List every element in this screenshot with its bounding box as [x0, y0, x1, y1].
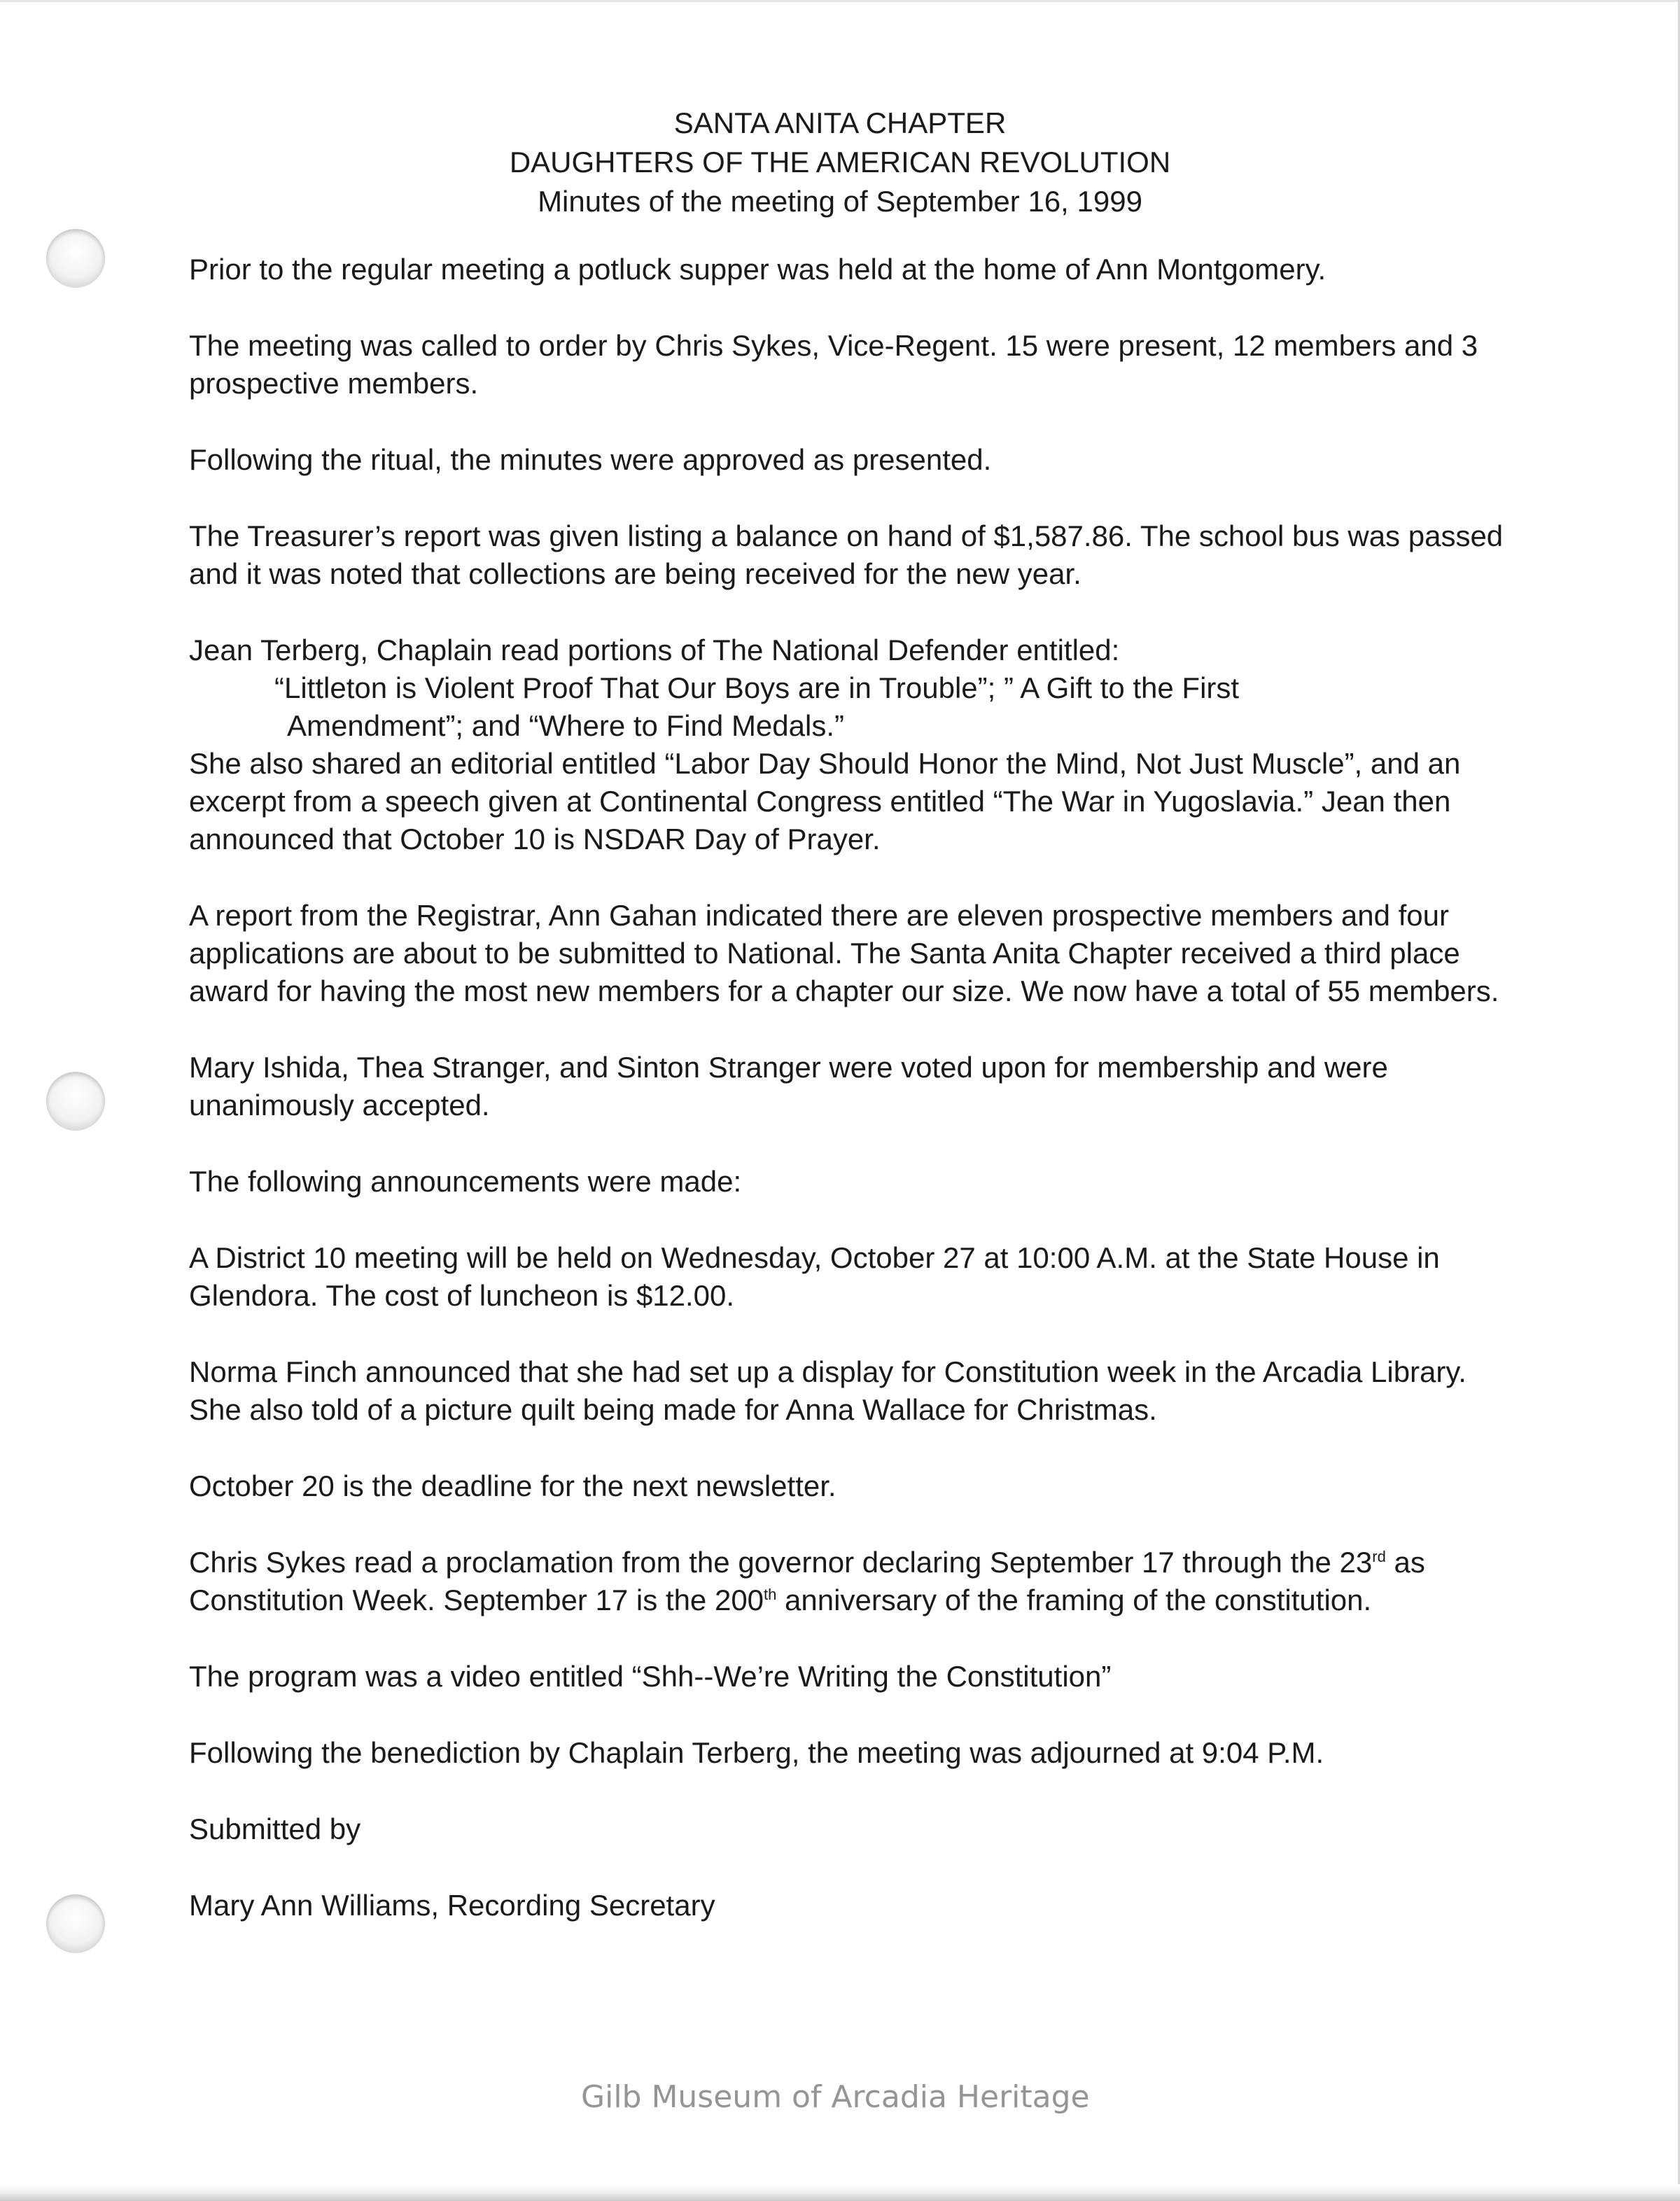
punch-hole-middle — [46, 1072, 105, 1131]
paragraph-newsletter-deadline: October 20 is the deadline for the next newsletter. — [189, 1469, 836, 1502]
paragraph-program: The program was a video entitled “Shh--We’re Writing the Constitution” — [189, 1660, 1112, 1693]
paragraph-proclamation — [189, 1544, 1505, 1619]
punch-hole-top — [46, 229, 105, 288]
proclamation-text-b: as Constitution Week. September 17 is the 200 — [189, 1546, 1425, 1616]
superscript-th: th — [764, 1586, 777, 1603]
proclamation-text-a: Chris Sykes read a proclamation from the governor declaring September 17 through the 23 — [189, 1546, 1373, 1579]
paragraph-district-meeting: A District 10 meeting will be held on Wednesday, October 27 at 10:00 A.M. at the State House in Glendora. The cost of luncheon is $12.00. — [189, 1241, 1440, 1312]
meeting-date-line: Minutes of the meeting of September 16, 1999 — [538, 185, 1142, 218]
organization-name: DAUGHTERS OF THE AMERICAN REVOLUTION — [509, 146, 1171, 179]
paragraph-constitution-display: Norma Finch announced that she had set up a display for Constitution week in the Arcadia Library. She also told of a picture quilt being made for Anna Wallace for Christmas. — [189, 1355, 1466, 1426]
chapter-name: SANTA ANITA CHAPTER — [673, 106, 1007, 139]
paragraph-treasurer-report: The Treasurer’s report was given listing a balance on hand of $1,587.86. The school bus was passed and it was noted that collections are being received for the new year. — [189, 519, 1504, 590]
chaplain-editorial: She also shared an editorial entitled “Labor Day Should Honor the Mind, Not Just Muscle”, and an excerpt from a speech given at Continental Congress entitled “The War in Yugoslavia.” Jean then announced that October 10 is NSDAR Day of Prayer. — [189, 747, 1461, 855]
paragraph-call-to-order: The meeting was called to order by Chris Sykes, Vice-Regent. 15 were present, 12 members and 3 prospective members. — [189, 329, 1478, 400]
quote-line-2: Amendment”; and “Where to Find Medals.” — [287, 709, 844, 742]
submitted-by-label: Submitted by — [189, 1812, 361, 1845]
minutes-body — [189, 251, 1505, 1963]
superscript-rd: rd — [1372, 1548, 1386, 1565]
secretary-name: Mary Ann Williams, Recording Secretary — [189, 1889, 715, 1922]
paragraph-announcements-intro: The following announcements were made: — [189, 1165, 742, 1198]
document-header — [0, 104, 1680, 221]
museum-watermark: Gilb Museum of Arcadia Heritage — [581, 2079, 1090, 2115]
page-edge-bottom — [0, 2184, 1680, 2201]
chaplain-quote-titles — [189, 669, 1505, 745]
paragraph-membership-vote: Mary Ishida, Thea Stranger, and Sinton Stranger were voted upon for membership and were unanimously accepted. — [189, 1051, 1388, 1122]
page-edge-top — [0, 0, 1680, 2]
punch-hole-bottom — [46, 1894, 105, 1953]
quote-line-1: “Littleton is Violent Proof That Our Boys are in Trouble”; ” A Gift to the First — [274, 671, 1240, 704]
chaplain-intro: Jean Terberg, Chaplain read portions of The National Defender entitled: — [189, 634, 1120, 666]
paragraph-registrar-report: A report from the Registrar, Ann Gahan indicated there are eleven prospective members and four applications are about to be submitted to National. The Santa Anita Chapter received a third place award for having the most new members for a chapter our size. We now have a total of 55 members. — [189, 899, 1499, 1007]
paragraph-potluck: Prior to the regular meeting a potluck supper was held at the home of Ann Montgomery. — [189, 253, 1326, 286]
paragraph-chaplain — [189, 631, 1505, 858]
paragraph-ritual: Following the ritual, the minutes were approved as presented. — [189, 443, 992, 476]
paragraph-adjournment: Following the benediction by Chaplain Terberg, the meeting was adjourned at 9:04 P.M. — [189, 1736, 1324, 1769]
signature-block — [189, 1810, 1505, 1924]
proclamation-text-c: anniversary of the framing of the constitution. — [776, 1584, 1372, 1616]
